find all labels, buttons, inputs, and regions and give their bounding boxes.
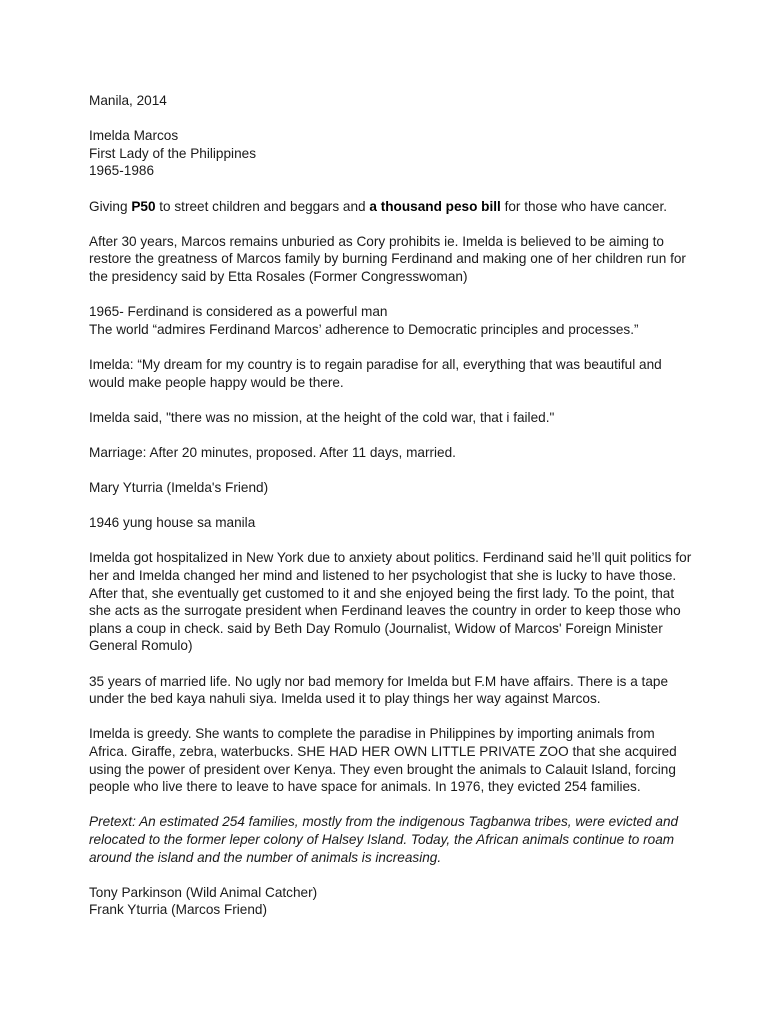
- sources-block: [89, 884, 694, 919]
- subject-name: Imelda Marcos: [89, 128, 179, 144]
- giving-pre: Giving: [89, 198, 132, 214]
- paragraph-mission: Imelda said, "there was no mission, at the height of the cold war, that i failed.": [89, 409, 555, 425]
- paragraph-married-life: 35 years of married life. No ugly nor bad memory for Imelda but F.M have affairs. There is a tape under the bed kaya nahuli siya. Imelda used it to play things her way against Marcos.: [89, 673, 669, 707]
- giving-paragraph: [89, 198, 694, 216]
- paragraph-pretext: [89, 813, 694, 866]
- paragraph-marriage: Marriage: After 20 minutes, proposed. After 11 days, married.: [89, 444, 456, 460]
- paragraph-dream: Imelda: “My dream for my country is to regain paradise for all, everything that was beautiful and would make people happy would be there.: [89, 356, 662, 390]
- source-line2: Frank Yturria (Marcos Friend): [89, 902, 268, 918]
- paragraph-friend: Mary Yturria (Imelda's Friend): [89, 480, 269, 496]
- giving-post: for those who have cancer.: [500, 198, 668, 214]
- paragraph-greedy: Imelda is greedy. She wants to complete the paradise in Philippines by importing animals from Africa. Giraffe, zebra, waterbucks. SHE HAD HER OWN LITTLE PRIVATE ZOO that she acquired using the power of president over Kenya. They even brought the animals to Calauit Island, forcing people who live there to leave to have space for animals. In 1976, they evicted 254 families.: [89, 726, 677, 795]
- giving-amount-p50: P50: [131, 198, 156, 214]
- source-line1: Tony Parkinson (Wild Animal Catcher): [89, 884, 318, 900]
- paragraph-1965: [89, 303, 694, 338]
- subject-role: First Lady of the Philippines: [89, 145, 256, 161]
- giving-mid: to street children and beggars and: [155, 198, 370, 214]
- subject-block: [89, 127, 694, 180]
- paragraph-unburied: After 30 years, Marcos remains unburied as Cory prohibits ie. Imelda is believed to be aiming to restore the greatness of Marcos family by burning Ferdinand and making one of her children run for the presidency said by Etta Rosales (Former Congresswoman): [89, 233, 686, 284]
- place-date: Manila, 2014: [89, 93, 167, 108]
- paragraph-1965-line2: The world “admires Ferdinand Marcos’ adherence to Democratic principles and processes.”: [89, 321, 639, 337]
- subject-years: 1965-1986: [89, 163, 155, 179]
- giving-amount-thousand: a thousand peso bill: [369, 198, 501, 214]
- pretext-text: Pretext: An estimated 254 families, mostly from the indigenous Tagbanwa tribes, were evicted and relocated to the former leper colony of Halsey Island. Today, the African animals continue to roam around the island and the number of animals is increasing.: [89, 814, 679, 865]
- paragraph-hospital: Imelda got hospitalized in New York due to anxiety about politics. Ferdinand said he’ll quit politics for her and Imelda changed her mind and listened to her psychologist that she is lucky to have those. After that, she eventually get customed to it and she enjoyed being the first lady. To the point, that she acts as the surrogate president when Ferdinand leaves the country in order to keep those who plans a coup in check. said by Beth Day Romulo (Journalist, Widow of Marcos' Foreign Minister General Romulo): [89, 550, 692, 654]
- paragraph-1965-line1: 1965- Ferdinand is considered as a powerful man: [89, 304, 388, 320]
- paragraph-house: 1946 yung house sa manila: [89, 515, 256, 531]
- document-body: [89, 92, 694, 937]
